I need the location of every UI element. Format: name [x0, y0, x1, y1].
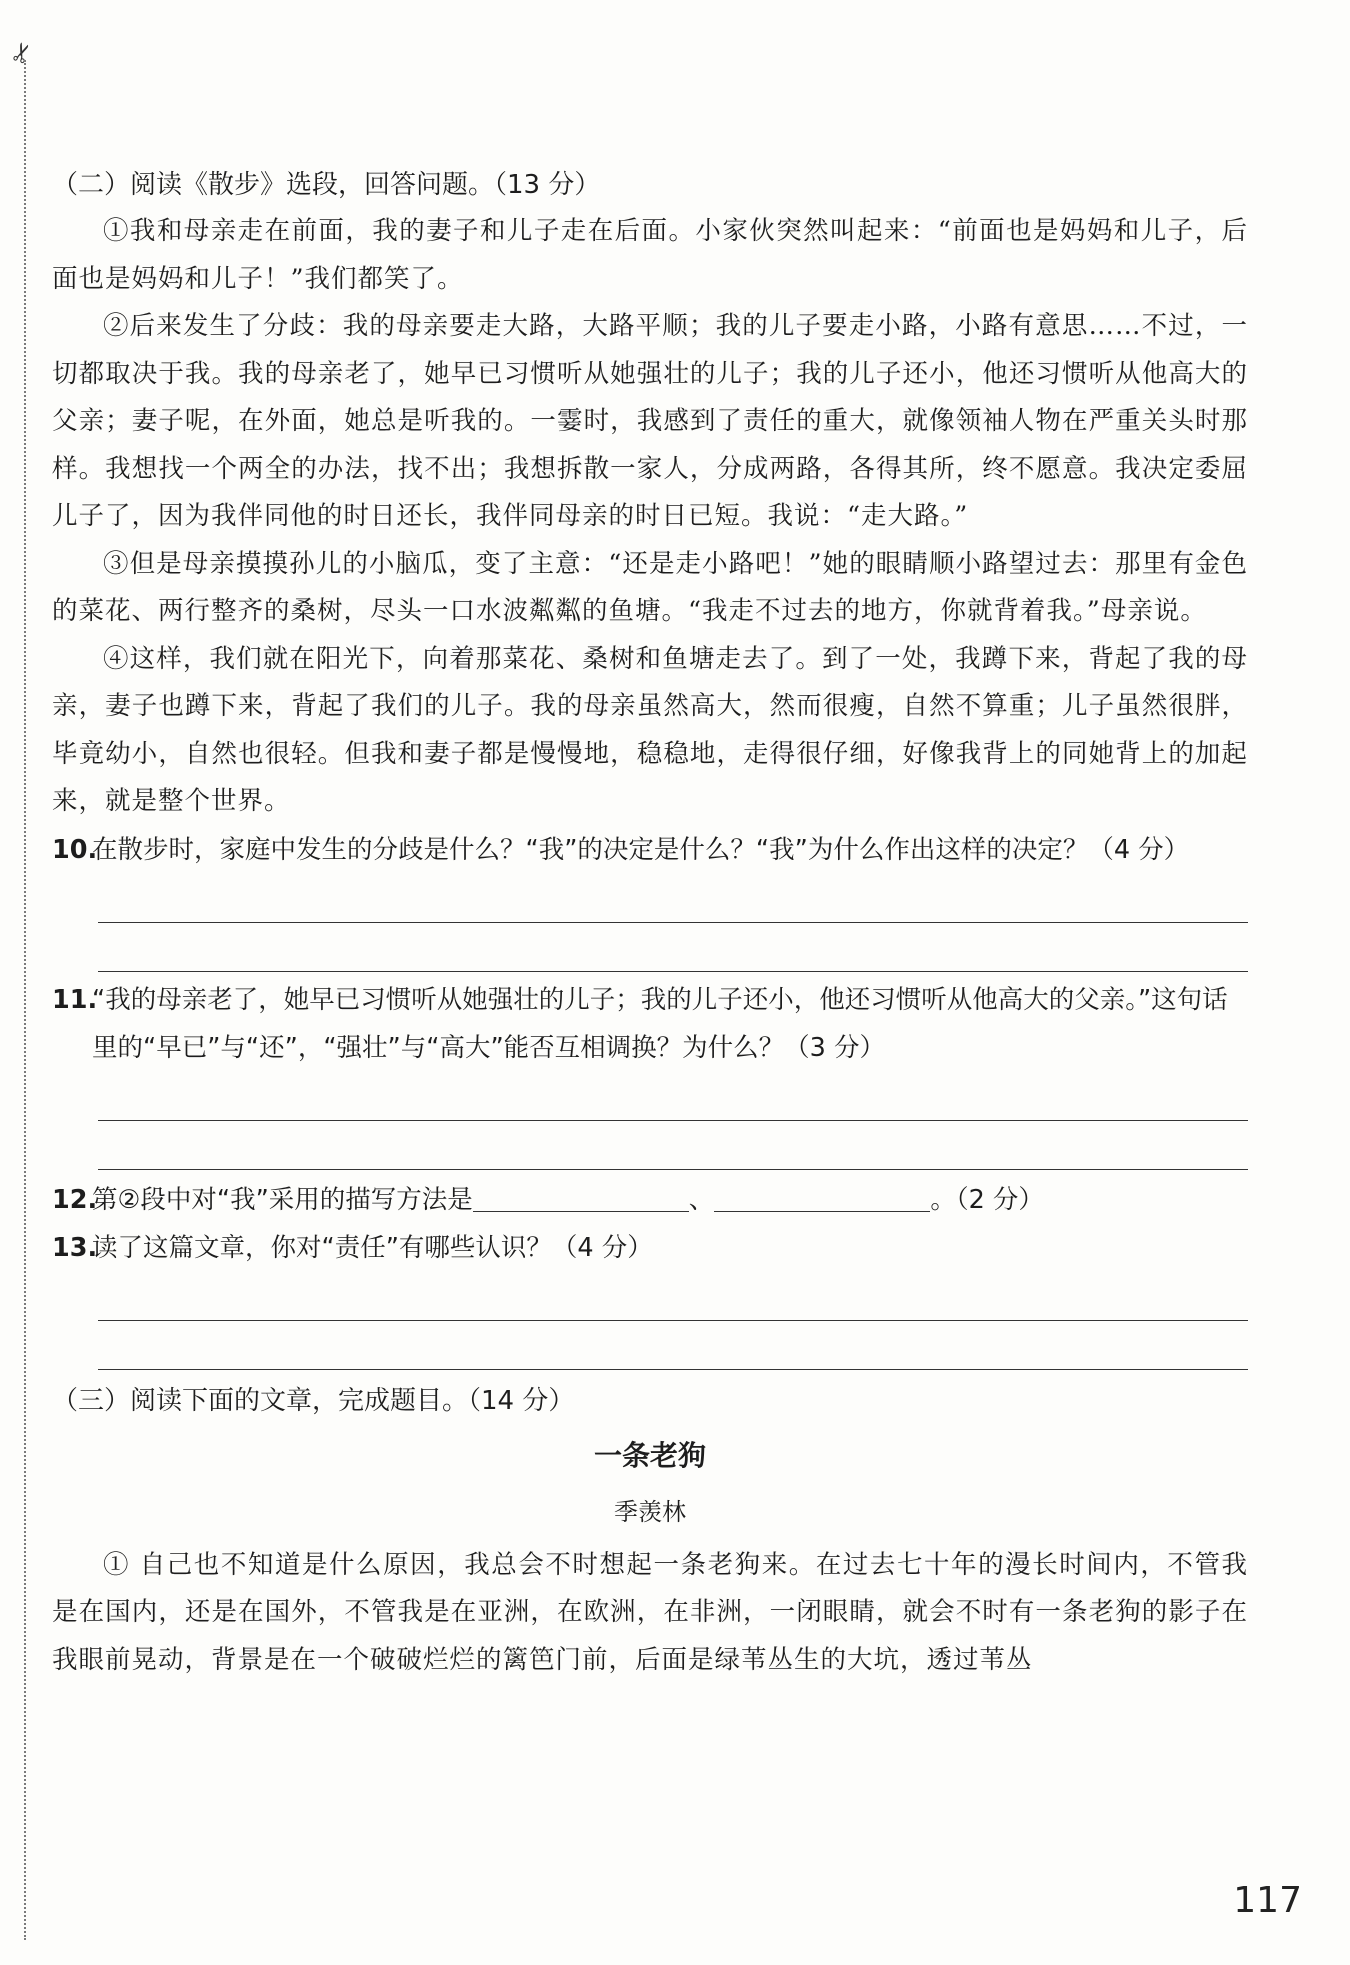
question-text: 读了这篇文章，你对“责任”有哪些认识？（4 分）	[92, 1232, 653, 1263]
page-number: 117	[1233, 1880, 1302, 1921]
passage-paragraph-1: ①我和母亲走在前面，我的妻子和儿子走在后面。小家伙突然叫起来：“前面也是妈妈和儿子，后面也是妈妈和儿子！”我们都笑了。	[52, 216, 1248, 294]
fill-blank-2[interactable]	[714, 1185, 930, 1212]
fill-blank-1[interactable]	[473, 1185, 689, 1212]
passage-paragraph-3: ③但是母亲摸摸孙儿的小脑瓜，变了主意：“还是走小路吧！”她的眼睛顺小路望过去：那里有金色的菜花、两行整齐的桑树，尽头一口水波粼粼的鱼塘。“我走不过去的地方，你就背着我。”母亲说。	[52, 548, 1248, 626]
article-title: 一条老狗	[593, 1438, 706, 1472]
article-author: 季羡林	[614, 1497, 686, 1526]
section-3-heading: （三）阅读下面的文章，完成题目。（14 分）	[52, 1385, 575, 1416]
passage-paragraph-4: ④这样，我们就在阳光下，向着那菜花、桑树和鱼塘走去了。到了一处，我蹲下来，背起了我的母亲，妻子也蹲下来，背起了我们的儿子。我的母亲虽然高大，然而很瘦，自然不算重；儿子虽然很胖，毕竟幼小，自然也很轻。但我和妻子都是慢慢地，稳稳地，走得很仔细，好像我背上的同她背上的加起来，就是整个世界。	[52, 643, 1248, 816]
answer-line[interactable]	[98, 1272, 1248, 1321]
scissors-icon: ✂	[5, 37, 41, 69]
question-score: 。（2 分）	[930, 1184, 1044, 1215]
question-11	[52, 976, 1248, 1072]
answer-line[interactable]	[98, 923, 1248, 972]
question-13	[52, 1224, 1248, 1272]
question-text: “我的母亲老了，她早已习惯听从她强壮的儿子；我的儿子还小，他还习惯听从他高大的父亲。”这句话里的“早已”与“还”，“强壮”与“高大”能否互相调换？为什么？（3 分）	[92, 984, 1228, 1063]
question-text: 在散步时，家庭中发生的分歧是什么？“我”的决定是什么？“我”为什么作出这样的决定？（4 分）	[92, 834, 1190, 865]
question-number: 11.	[52, 984, 98, 1015]
answer-line[interactable]	[98, 874, 1248, 923]
page-content	[52, 162, 1248, 1684]
question-number: 10.	[52, 834, 98, 865]
section-2-heading: （二）阅读《散步》选段，回答问题。（13 分）	[52, 170, 601, 200]
question-number: 13.	[52, 1232, 98, 1263]
question-12	[52, 1176, 1248, 1224]
question-10	[52, 826, 1248, 874]
cut-line	[24, 60, 26, 1940]
answer-line[interactable]	[98, 1321, 1248, 1370]
answer-line[interactable]	[98, 1072, 1248, 1121]
blank-separator: 、	[688, 1184, 715, 1215]
passage-paragraph-2: ②后来发生了分歧：我的母亲要走大路，大路平顺；我的儿子要走小路，小路有意思……不过，一切都取决于我。我的母亲老了，她早已习惯听从她强壮的儿子；我的儿子还小，他还习惯听从他高大的父亲；妻子呢，在外面，她总是听我的。一霎时，我感到了责任的重大，就像领袖人物在严重关头时那样。我想找一个两全的办法，找不出；我想拆散一家人，分成两路，各得其所，终不愿意。我决定委屈儿子了，因为我伴同他的时日还长，我伴同母亲的时日已短。我说：“走大路。”	[52, 311, 1248, 531]
article-paragraph-1: ① 自己也不知道是什么原因，我总会不时想起一条老狗来。在过去七十年的漫长时间内，不管我是在国内，还是在国外，不管我是在亚洲，在欧洲，在非洲，一闭眼睛，就会不时有一条老狗的影子在我眼前晃动，背景是在一个破破烂烂的篱笆门前，后面是绿苇丛生的大坑，透过苇丛	[52, 1549, 1248, 1675]
question-number: 12.	[52, 1184, 98, 1215]
answer-line[interactable]	[98, 1121, 1248, 1170]
question-text: 第②段中对“我”采用的描写方法是	[92, 1184, 473, 1215]
